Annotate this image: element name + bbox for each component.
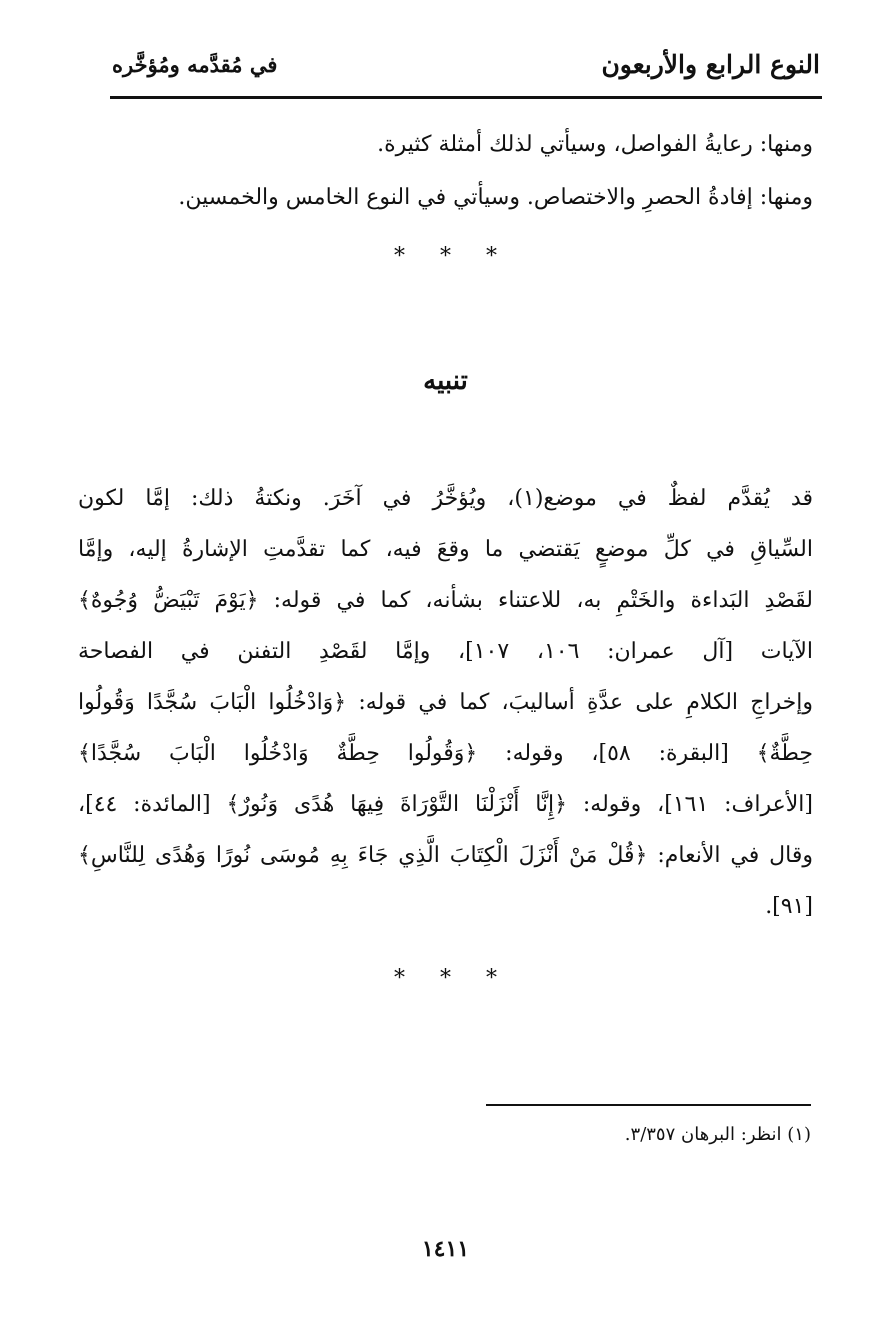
body-line: لقَصْدِ البَداءة والخَتْمِ به، للاعتناء بشأنه، كما في قوله: ﴿يَوْمَ تَبْيَضُّ وُجُوهٌ﴾ <box>78 588 813 613</box>
body-paragraph <box>78 478 813 937</box>
running-header <box>110 48 822 99</box>
body-line: [الأعراف: ١٦١]، وقوله: ﴿إِنَّا أَنْزَلْنَا التَّوْرَاةَ فِيهَا هُدًى وَنُورٌ﴾ [المائدة: ٤٤]، <box>78 792 813 817</box>
separator-star: * <box>486 966 497 991</box>
footnote-divider <box>486 1104 811 1106</box>
separator-star: * <box>440 244 451 269</box>
intro-line: ومنها: رعايةُ الفواصل، وسيأتي لذلك أمثلة كثيرة. <box>377 132 813 157</box>
body-line: وإخراجِ الكلامِ على عدَّةِ أساليبَ، كما في قوله: ﴿وَادْخُلُوا الْبَابَ سُجَّدًا وَقُولُوا <box>78 690 813 715</box>
body-line: الآيات [آل عمران: ١٠٦، ١٠٧]، وإمَّا لقَصْدِ التفنن في الفصاحة <box>78 639 813 664</box>
separator-star: * <box>394 966 405 991</box>
body-line: السِّياقِ في كلِّ موضعٍ يَقتضي ما وقعَ فيه، كما تقدَّمتِ الإشارةُ إليه، وإمَّا <box>78 537 813 562</box>
intro-line: ومنها: إفادةُ الحصرِ والاختصاص. وسيأتي في النوع الخامس والخمسين. <box>178 185 813 210</box>
page-number: ١٤١١ <box>421 1236 470 1262</box>
separator-star: * <box>486 244 497 269</box>
section-separator <box>0 244 891 269</box>
body-line: وقال في الأنعام: ﴿قُلْ مَنْ أَنْزَلَ الْكِتَابَ الَّذِي جَاءَ بِهِ مُوسَى نُورًا وَهُدًى لِلنَّاسِ﴾ <box>78 843 813 868</box>
section-heading: تنبيه <box>423 366 468 396</box>
chapter-title: النوع الرابع والأربعون <box>601 50 820 79</box>
chapter-subtitle: في مُقدَّمه ومُؤخَّره <box>112 52 278 77</box>
body-line: [٩١]. <box>765 894 813 919</box>
section-separator <box>0 966 891 991</box>
separator-star: * <box>440 966 451 991</box>
footnote: (١) انظر: البرهان ٣/٣٥٧. <box>624 1124 811 1145</box>
separator-star: * <box>394 244 405 269</box>
body-line: قد يُقدَّم لفظٌ في موضع(١)، ويُؤخَّرُ في آخَرَ. ونكتةُ ذلك: إمَّا لكون <box>78 486 813 511</box>
body-line: حِطَّةٌ﴾ [البقرة: ٥٨]، وقوله: ﴿وَقُولُوا حِطَّةٌ وَادْخُلُوا الْبَابَ سُجَّدًا﴾ <box>78 741 813 766</box>
